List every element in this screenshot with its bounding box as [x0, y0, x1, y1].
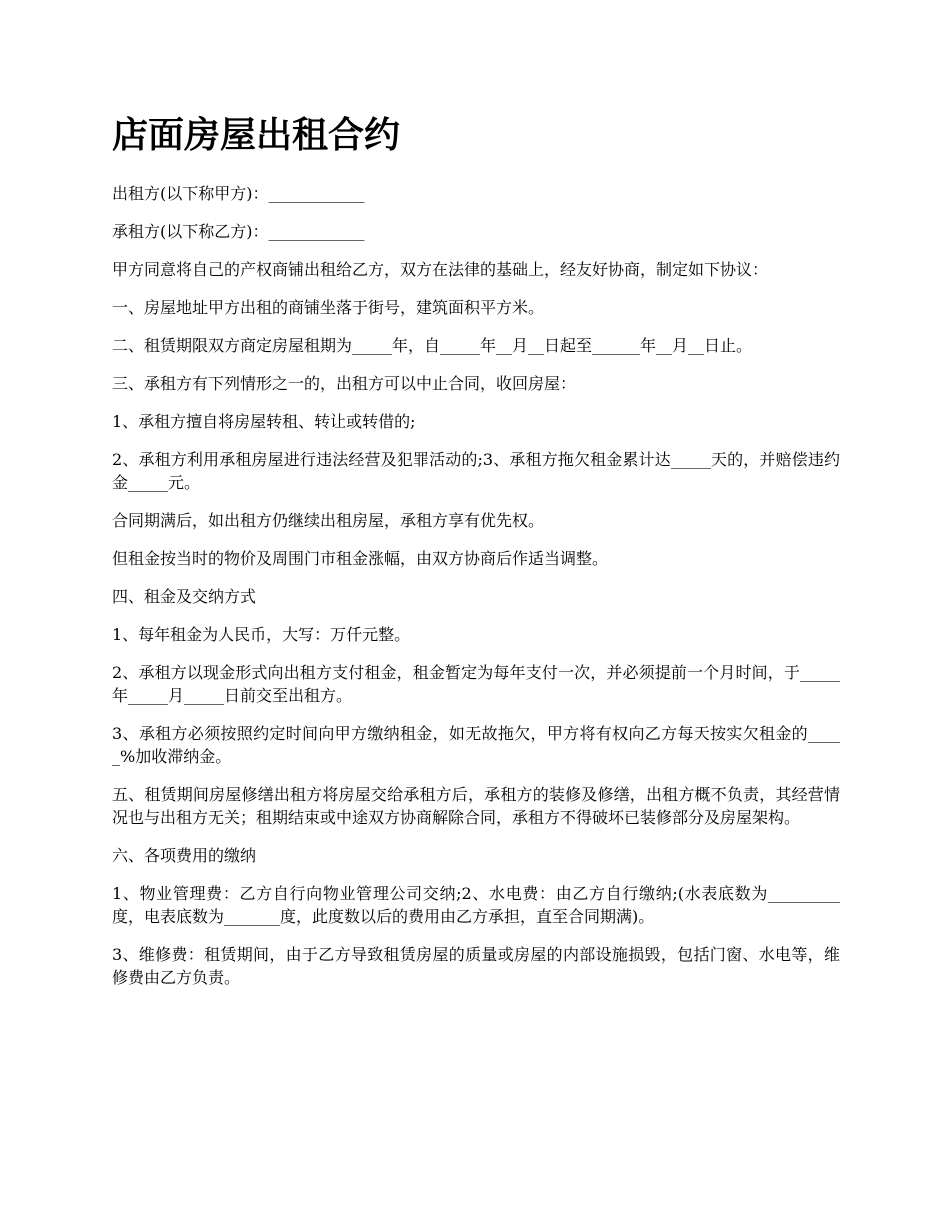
renewal-priority: 合同期满后，如出租方仍继续出租房屋，承租方享有优先权。 — [112, 511, 545, 530]
clause-4-heading: 四、租金及交纳方式 — [112, 587, 257, 606]
clause-4-item-2: 2、承租方以现金形式向出租方支付租金，租金暂定为每年支付一次，并必须提前一个月时间，于_____年_____月_____日前交至出租方。 — [112, 663, 840, 705]
clause-3-item-2-3: 2、承租方利用承租房屋进行违法经营及犯罪活动的;3、承租方拖欠租金累计达_____天的，并赔偿违约金_____元。 — [112, 450, 840, 492]
clause-4-item-3: 3、承租方必须按照约定时间向甲方缴纳租金，如无故拖欠，甲方将有权向乙方每天按实欠租金的_____%加收滞纳金。 — [112, 724, 840, 766]
clause-6-item-3: 3、维修费：租赁期间，由于乙方导致租赁房屋的质量或房屋的内部设施损毁，包括门窗、水电等，维修费由乙方负责。 — [112, 945, 840, 987]
rent-adjustment: 但租金按当时的物价及周围门市租金涨幅，由双方协商后作适当调整。 — [112, 549, 609, 568]
clause-2-lease-term: 二、租赁期限双方商定房屋租期为_____年，自_____年__月__日起至______年__月__日止。 — [112, 336, 753, 355]
clause-3-heading: 三、承租方有下列情形之一的，出租方可以中止合同，收回房屋： — [112, 374, 577, 393]
clause-3-item-1: 1、承租方擅自将房屋转租、转让或转借的; — [112, 412, 416, 431]
agreement-intro: 甲方同意将自己的产权商铺出租给乙方，双方在法律的基础上，经友好协商，制定如下协议： — [112, 260, 769, 279]
clause-6-item-1-2: 1、物业管理费：乙方自行向物业管理公司交纳;2、水电费：由乙方自行缴纳;(水表底数为_________度，电表底数为_______度，此度数以后的费用由乙方承担，直至合同期满)。 — [112, 884, 840, 926]
clause-5-repairs: 五、租赁期间房屋修缮出租方将房屋交给承租方后，承租方的装修及修缮，出租方概不负责，其经营情况也与出租方无关；租期结束或中途双方协商解除合同，承租方不得破坏已装修部分及房屋架构。 — [112, 785, 840, 827]
party-b-line: 承租方(以下称乙方)：____________ — [112, 222, 365, 241]
clause-1-address: 一、房屋地址甲方出租的商铺坐落于街号，建筑面积平方米。 — [112, 298, 545, 317]
clause-4-item-1: 1、每年租金为人民币，大写：万仟元整。 — [112, 625, 411, 644]
clause-6-heading: 六、各项费用的缴纳 — [112, 846, 257, 865]
document-title: 店面房屋出租合约 — [112, 115, 401, 156]
party-a-line: 出租方(以下称甲方)：____________ — [112, 184, 365, 203]
